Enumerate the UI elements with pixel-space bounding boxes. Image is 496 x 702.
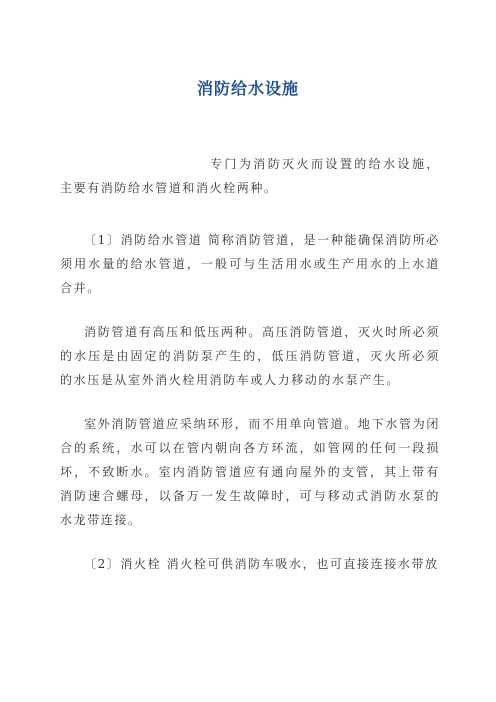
document-title: 消防给水设施 [196,79,299,98]
paragraph-fire-pipes: 〔1〕消防给水管道 简称消防管道，是一种能确保消防所必须用水量的给水管道，一般可与生活用水或生产用水的上水道合并。 [60,233,440,295]
paragraph-pressure-types: 消防管道有高压和低压两种。高压消防管道，灭火时所必须的水压是由固定的消防泵产生的，低压消防管道，灭火所必须的水压是从室外消火栓用消防车或人力移动的水泵产生。 [60,325,440,387]
paragraph-hydrants: 〔2〕消火栓 消火栓可供消防车吸水，也可直接连接水带放 [84,557,439,571]
paragraph-intro: 专门为消防灭火而设置的给水设施，主要有消防给水管道和消火栓两种。 [60,157,440,195]
paragraph-outdoor-pipes: 室外消防管道应采纳环形，而不用单向管道。地下水管为闭合的系统，水可以在管内朝向各方环流，如管网的任何一段损坏，不致断水。室内消防管道应有通向屋外的支管，其上带有消防速合螺母，以备万一发生故障时，可与移动式消防水泵的水龙带连接。 [60,417,440,527]
